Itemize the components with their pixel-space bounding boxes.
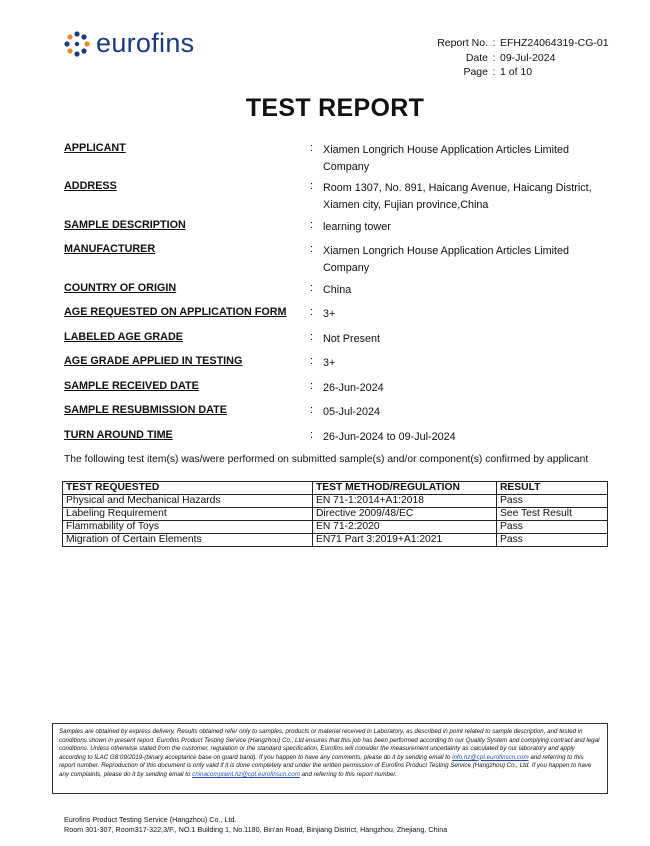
field-value: 3+ xyxy=(323,308,336,320)
field-sample-description xyxy=(64,219,614,236)
disclaimer-box xyxy=(52,723,608,794)
cell-result: Pass xyxy=(497,534,608,547)
field-label: SAMPLE DESCRIPTION xyxy=(64,219,186,231)
field-label: ADDRESS xyxy=(64,180,117,192)
info-email-link[interactable]: info.hz@cpt.eurofinscn.com xyxy=(452,753,529,761)
field-label: LABELED AGE GRADE xyxy=(64,331,183,343)
report-no-row xyxy=(431,36,609,51)
field-label: APPLICANT xyxy=(64,142,126,154)
logo-text: eurofins xyxy=(96,28,195,58)
page-title: TEST REPORT xyxy=(245,94,425,122)
page-value: 1 of 10 xyxy=(500,66,533,78)
field-colon: : xyxy=(310,404,313,416)
field-colon: : xyxy=(310,306,313,318)
field-label: MANUFACTURER xyxy=(64,243,156,255)
field-labeled-age-grade xyxy=(64,331,614,348)
field-label: COUNTRY OF ORIGIN xyxy=(64,282,177,294)
table-row xyxy=(63,508,608,521)
field-value: Xiamen Longrich House Application Articles Limited Company xyxy=(323,144,570,173)
footer-address: Room 301-307, Room317-322,3/F., NO.1 Building 1, No.1180, Bin'an Road, Binjiang District, Hangzhou, Zhejiang, China xyxy=(64,825,448,834)
cell-test: Flammability of Toys xyxy=(63,521,313,534)
field-colon: : xyxy=(310,219,313,231)
field-address xyxy=(64,180,614,213)
field-value: Xiamen Longrich House Application Articles Limited Company xyxy=(323,245,570,274)
field-age-requested xyxy=(64,306,614,323)
field-sample-received-date xyxy=(64,380,614,397)
page-separator: : xyxy=(492,66,496,78)
cell-test: Physical and Mechanical Hazards xyxy=(63,495,313,508)
date-value: 09-Jul-2024 xyxy=(500,51,556,64)
cell-method: Directive 2009/48/EC xyxy=(313,508,497,521)
header-result: RESULT xyxy=(497,482,608,495)
cell-method: EN 71-2:2020 xyxy=(313,521,497,534)
report-no-separator: : xyxy=(492,37,496,49)
field-turn-around-time xyxy=(64,429,614,446)
date-label: Date xyxy=(465,51,488,64)
footer xyxy=(64,815,447,835)
header-test-requested: TEST REQUESTED xyxy=(63,482,313,495)
field-label: AGE REQUESTED ON APPLICATION FORM xyxy=(64,306,287,318)
eurofins-logo xyxy=(64,30,194,57)
cell-method: EN71 Part 3:2019+A1:2021 xyxy=(313,534,497,547)
page-label: Page xyxy=(463,66,488,78)
report-no-label: Report No. xyxy=(437,37,488,49)
disclaimer-text-1: Samples are obtained by express delivery, Results obtained refer only to samples, products or material received in Laboratory, as described in point related to sample description, and tested in conditions shown in present report. Eurofins Product Testing Service (Hangzhou) Co., Ltd ensures that this job has been performed according to our Quality System and complying contract and legal conditions. Unless otherwise stated from the customer, regulation or the standard specification, Eurofins will consider the measurement uncertainty as calculated by our laboratory and apply according to ILAC G8:09/2019-(binary acceptance base on guard band). If you happen to have any comments, please do it by sending email to xyxy=(59,728,600,761)
eurofins-dots-icon xyxy=(64,31,90,57)
field-colon: : xyxy=(310,331,313,343)
field-value: 05-Jul-2024 xyxy=(323,406,381,418)
date-separator: : xyxy=(492,51,496,64)
field-manufacturer xyxy=(64,243,614,276)
cell-result: See Test Result xyxy=(497,508,608,521)
table-header-row xyxy=(63,482,608,495)
cell-method: EN 71-1:2014+A1:2018 xyxy=(313,495,497,508)
disclaimer-text-2: and referring to this report number. Reproduction of this document is only valid if it is done completely and under the written permission of Eurofins Product Testing Service (Hangzhou) Co., Ltd. If you happen to have any complaints, please do it by sending email to xyxy=(59,753,592,778)
field-colon: : xyxy=(310,142,313,154)
results-table xyxy=(62,481,608,547)
field-value: 3+ xyxy=(323,357,336,369)
field-age-grade-applied xyxy=(64,355,614,372)
field-label: SAMPLE RESUBMISSION DATE xyxy=(64,404,227,416)
field-country-of-origin xyxy=(64,282,614,299)
table-row xyxy=(63,521,608,534)
field-colon: : xyxy=(310,429,313,441)
header-test-method: TEST METHOD/REGULATION xyxy=(313,482,497,495)
field-colon: : xyxy=(310,243,313,255)
field-colon: : xyxy=(310,180,313,192)
table-row xyxy=(63,495,608,508)
cell-result: Pass xyxy=(497,521,608,534)
report-no-value: EFHZ24064319-CG-01 xyxy=(500,37,609,49)
test-items-note: The following test item(s) was/were performed on submitted sample(s) and/or component(s) confirmed by applicant xyxy=(64,454,589,465)
table-row xyxy=(63,534,608,547)
field-label: AGE GRADE APPLIED IN TESTING xyxy=(64,355,243,367)
field-value: learning tower xyxy=(323,221,391,233)
page-row xyxy=(431,65,609,80)
field-value: China xyxy=(323,284,352,296)
complaint-email-link[interactable]: chinacomplaint.hz@cpt.eurofinscn.com xyxy=(192,770,300,778)
field-label: TURN AROUND TIME xyxy=(64,429,173,441)
cell-result: Pass xyxy=(497,495,608,508)
report-meta xyxy=(431,36,609,80)
field-value: Not Present xyxy=(323,333,381,345)
field-value: Room 1307, No. 891, Haicang Avenue, Haicang District, Xiamen city, Fujian province,China xyxy=(323,182,592,211)
disclaimer-text-3: and referring to this report number. xyxy=(299,770,397,778)
cell-test: Migration of Certain Elements xyxy=(63,534,313,547)
date-row xyxy=(431,51,609,66)
field-value: 26-Jun-2024 xyxy=(323,382,384,394)
field-colon: : xyxy=(310,380,313,392)
field-colon: : xyxy=(310,355,313,367)
footer-company: Eurofins Product Testing Service (Hangzhou) Co., Ltd. xyxy=(64,815,237,824)
cell-test: Labeling Requirement xyxy=(63,508,313,521)
field-label: SAMPLE RECEIVED DATE xyxy=(64,380,199,392)
field-sample-resubmission-date xyxy=(64,404,614,421)
field-colon: : xyxy=(310,282,313,294)
field-value: 26-Jun-2024 to 09-Jul-2024 xyxy=(323,431,456,443)
field-applicant xyxy=(64,142,614,175)
